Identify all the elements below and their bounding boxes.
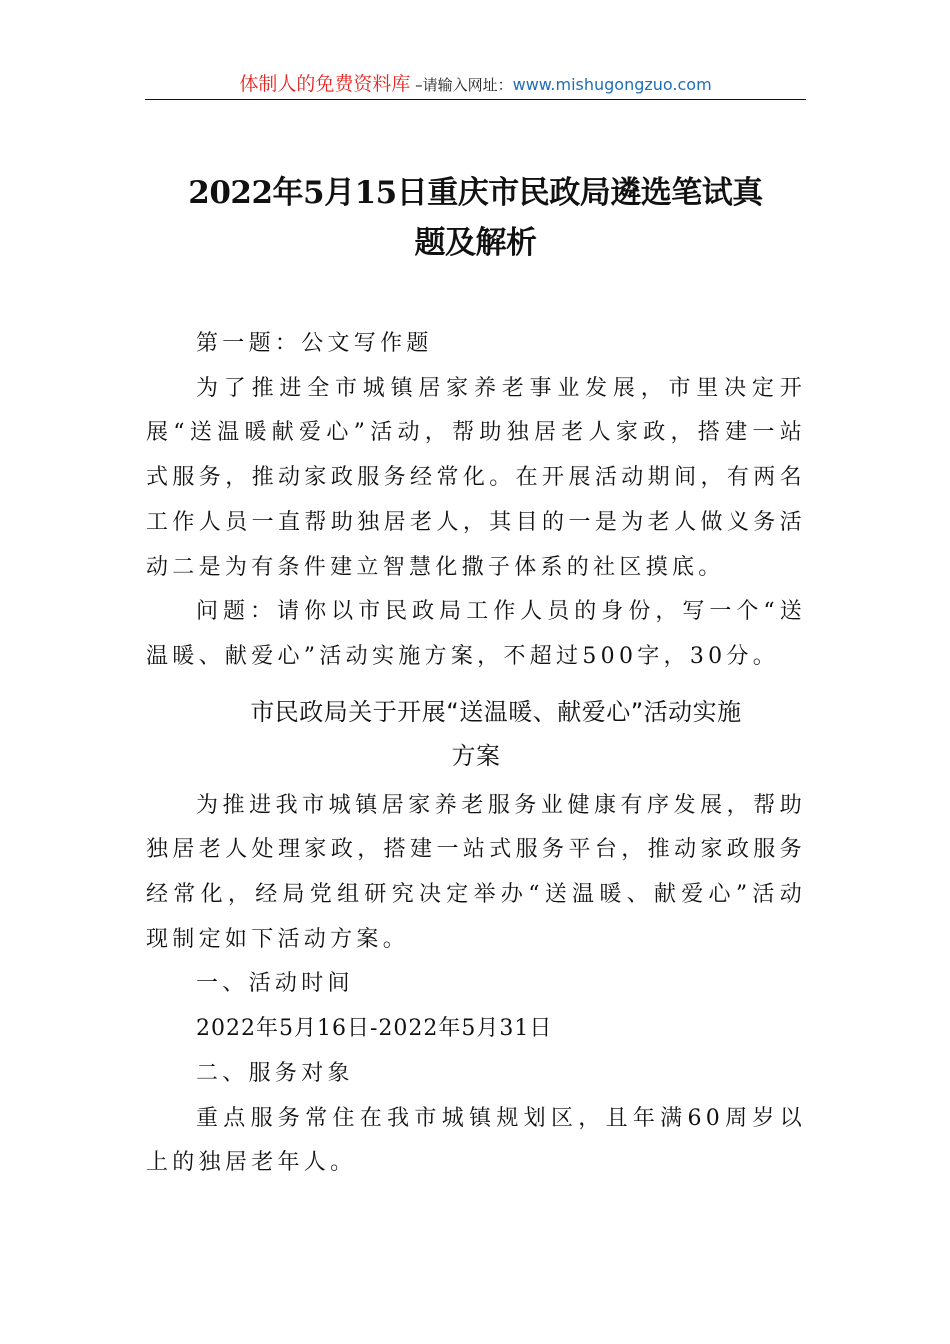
question-background: 为了推进全市城镇居家养老事业发展，市里决定开展“送温暖献爱心”活动，帮助独居老人家政，搭建一站式服务，推动家政服务经常化。在开展活动期间，有两名工作人员一直帮助独居老人，其目的一是为老人做义务活动二是为有条件建立智慧化撒子体系的社区摸底。 — [146, 375, 806, 580]
title-line-2: 题及解析 — [414, 225, 537, 261]
page-header — [145, 70, 806, 99]
title-line-1: 2022年5月15日重庆市民政局遴选笔试真 — [188, 175, 763, 211]
header-brand: 体制人的免费资料库 — [239, 73, 411, 95]
section-heading: 一、活动时间 — [196, 971, 354, 997]
header-divider — [145, 99, 806, 100]
document-body — [146, 322, 806, 1186]
document-title — [145, 168, 806, 268]
answer-subtitle — [146, 690, 806, 778]
section-body: 重点服务常住在我市城镇规划区，且年满60周岁以上的独居老年人。 — [146, 1105, 806, 1176]
answer-subtitle-line-1: 市民政局关于开展“送温暖、献爱心”活动实施 — [250, 697, 742, 726]
answer-subtitle-line-2: 方案 — [451, 741, 501, 770]
header-url-link[interactable]: www.mishugongzuo.com — [512, 75, 712, 94]
question-prompt: 问题：请你以市民政局工作人员的身份，写一个“送温暖、献爱心”活动实施方案，不超过500字，30分。 — [146, 599, 806, 669]
question-heading: 第一题：公文写作题 — [196, 331, 433, 356]
section-heading: 二、服务对象 — [196, 1060, 354, 1086]
header-url-prompt: –请输入网址： — [410, 76, 513, 94]
answer-intro: 为推进我市城镇居家养老服务业健康有序发展，帮助独居老人处理家政，搭建一站式服务平台，推动家政服务经常化，经局党组研究决定举办“送温暖、献爱心”活动现制定如下活动方案。 — [146, 792, 806, 952]
section-body: 2022年5月16日-2022年5月31日 — [196, 1016, 553, 1042]
